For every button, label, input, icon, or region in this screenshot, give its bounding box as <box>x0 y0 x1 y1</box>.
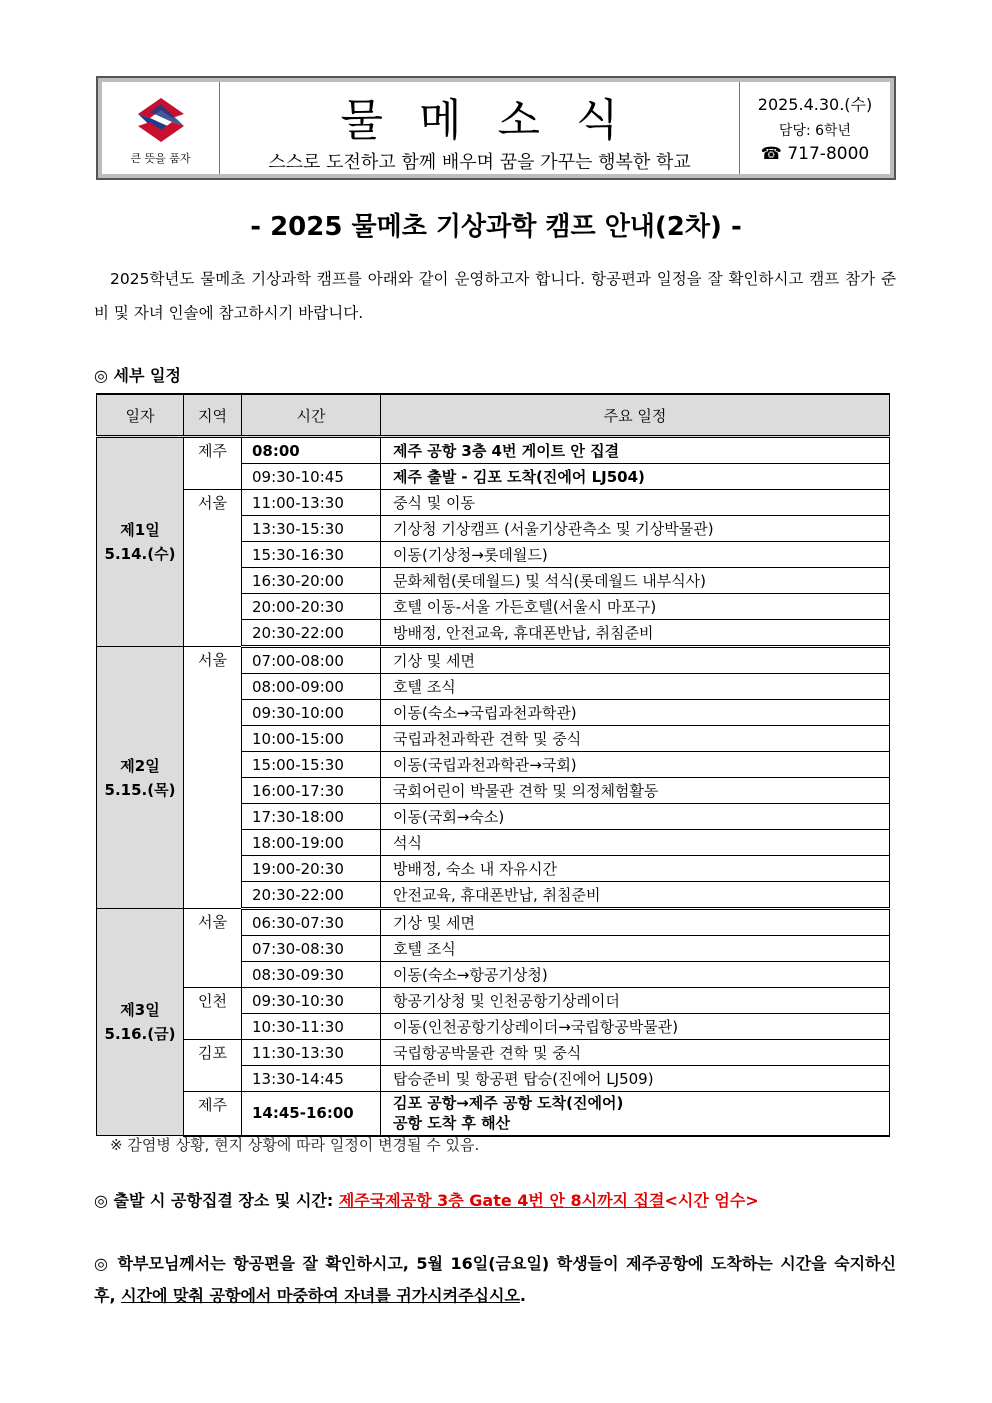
day-date: 5.14.(수) <box>104 545 176 563</box>
day-label: 제2일 <box>120 756 160 775</box>
desc-cell: 기상 및 세면 <box>381 647 890 674</box>
assembly-info <box>94 1188 759 1211</box>
desc-cell: 국립과천과학관 견학 및 중식 <box>381 726 890 752</box>
desc-cell: 이동(기상청→롯데월드) <box>381 542 890 568</box>
table-row <box>97 988 890 1014</box>
desc-cell: 방배정, 숙소 내 자유시간 <box>381 856 890 882</box>
parents-text-1: ◎ 학부모님께서는 항공편을 잘 확인하시고, 5월 16일(금요일) 학생들이 제주공항에 도착하는 시간을 숙지하신 후, <box>94 1254 896 1305</box>
table-row <box>97 647 890 674</box>
desc-cell: 이동(국회→숙소) <box>381 804 890 830</box>
desc-cell: 호텔 조식 <box>381 936 890 962</box>
newsletter-title: 물메소식 <box>340 95 655 146</box>
desc-cell: 제주 공항 3층 4번 게이트 안 집결 <box>381 437 890 464</box>
department: 담당: 6학년 <box>778 123 852 139</box>
time-cell: 20:30-22:00 <box>242 882 381 909</box>
header-date: 일자 <box>97 394 184 437</box>
school-motto: 스스로 도전하고 함께 배우며 꿈을 가꾸는 행복한 학교 <box>268 152 691 173</box>
time-cell: 17:30-18:00 <box>242 804 381 830</box>
time-cell: 19:00-20:30 <box>242 856 381 882</box>
region-cell: 제주 <box>184 1092 242 1136</box>
time-cell: 15:30-16:30 <box>242 542 381 568</box>
desc-cell: 국립항공박물관 견학 및 중식 <box>381 1040 890 1066</box>
time-cell: 09:30-10:30 <box>242 988 381 1014</box>
day-cell <box>97 437 184 647</box>
time-cell: 13:30-14:45 <box>242 1066 381 1092</box>
day-cell <box>97 909 184 1136</box>
logo-text: 큰 뜻을 품자 <box>130 152 191 165</box>
desc-cell: 이동(인천공항기상레이더→국립항공박물관) <box>381 1014 890 1040</box>
day-date: 5.15.(목) <box>104 780 176 799</box>
desc-cell: 탑승준비 및 항공편 탑승(진에어 LJ509) <box>381 1066 890 1092</box>
parents-text-3: . <box>519 1286 526 1305</box>
time-cell: 10:30-11:30 <box>242 1014 381 1040</box>
assembly-suffix: <시간 엄수> <box>664 1191 759 1210</box>
desc-cell: 기상청 기상캠프 (서울기상관측소 및 기상박물관) <box>381 516 890 542</box>
info-cell <box>740 82 890 174</box>
time-cell: 08:00 <box>242 437 381 464</box>
intro-paragraph: 2025학년도 물메초 기상과학 캠프를 아래와 같이 운영하고자 합니다. 항공편과 일정을 잘 확인하시고 캠프 참가 준비 및 자녀 인솔에 참고하시기 바랍니다. <box>94 270 896 322</box>
title-cell <box>220 82 740 174</box>
table-row <box>97 1092 890 1136</box>
time-cell: 09:30-10:00 <box>242 700 381 726</box>
table-row <box>97 437 890 464</box>
time-cell: 14:45-16:00 <box>242 1092 381 1136</box>
time-cell: 09:30-10:45 <box>242 464 381 490</box>
schedule-table <box>96 393 890 1137</box>
table-row <box>97 909 890 936</box>
issue-date: 2025.4.30.(수) <box>757 95 873 114</box>
desc-line-2: 공항 도착 후 해산 <box>393 1114 511 1133</box>
header-schedule: 주요 일정 <box>381 394 890 437</box>
logo-cell <box>102 82 220 174</box>
table-header-row <box>97 394 890 437</box>
desc-cell: 이동(국립과천과학관→국회) <box>381 752 890 778</box>
time-cell: 20:00-20:30 <box>242 594 381 620</box>
school-logo-icon <box>132 94 190 146</box>
desc-cell: 중식 및 이동 <box>381 490 890 516</box>
time-cell: 18:00-19:00 <box>242 830 381 856</box>
assembly-value: 제주국제공항 3층 Gate 4번 안 8시까지 집결 <box>338 1191 665 1210</box>
section-heading: ◎ 세부 일정 <box>94 366 181 385</box>
desc-cell: 항공기상청 및 인천공항기상레이더 <box>381 988 890 1014</box>
time-cell: 07:30-08:30 <box>242 936 381 962</box>
desc-cell: 제주 출발 - 김포 도착(진에어 LJ504) <box>381 464 890 490</box>
desc-cell: 호텔 이동-서울 가든호텔(서울시 마포구) <box>381 594 890 620</box>
region-cell: 서울 <box>184 647 242 909</box>
desc-cell: 석식 <box>381 830 890 856</box>
assembly-label: ◎ 출발 시 공항집결 장소 및 시간: <box>94 1191 339 1210</box>
time-cell: 16:30-20:00 <box>242 568 381 594</box>
day-cell <box>97 647 184 909</box>
time-cell: 16:00-17:30 <box>242 778 381 804</box>
header-time: 시간 <box>242 394 381 437</box>
desc-cell: 방배정, 안전교육, 휴대폰반납, 취침준비 <box>381 620 890 647</box>
parents-text-2: 시간에 맞춰 공항에서 마중하여 자녀를 귀가시켜주십시오 <box>121 1286 520 1305</box>
region-cell: 제주 <box>184 437 242 490</box>
table-row <box>97 490 890 516</box>
day-date: 5.16.(금) <box>104 1025 176 1043</box>
day-label: 제1일 <box>120 521 160 539</box>
desc-cell: 국회어린이 박물관 견학 및 의정체험활동 <box>381 778 890 804</box>
time-cell: 07:00-08:00 <box>242 647 381 674</box>
time-cell: 11:00-13:30 <box>242 490 381 516</box>
time-cell: 06:30-07:30 <box>242 909 381 936</box>
desc-line-1: 김포 공항→제주 공항 도착(진에어) <box>393 1094 624 1113</box>
desc-cell: 이동(숙소→국립과천과학관) <box>381 700 890 726</box>
region-cell: 인천 <box>184 988 242 1040</box>
time-cell: 15:00-15:30 <box>242 752 381 778</box>
region-cell: 서울 <box>184 490 242 647</box>
schedule-note: ※ 감염병 상황, 현지 상황에 따라 일정이 변경될 수 있음. <box>110 1136 480 1154</box>
time-cell: 08:00-09:00 <box>242 674 381 700</box>
parents-notice <box>94 1248 896 1312</box>
time-cell: 08:30-09:30 <box>242 962 381 988</box>
desc-cell <box>381 1092 890 1136</box>
time-cell: 20:30-22:00 <box>242 620 381 647</box>
desc-cell: 안전교육, 휴대폰반납, 취침준비 <box>381 882 890 909</box>
time-cell: 13:30-15:30 <box>242 516 381 542</box>
time-cell: 11:30-13:30 <box>242 1040 381 1066</box>
day-label: 제3일 <box>120 1001 160 1019</box>
desc-cell: 이동(숙소→항공기상청) <box>381 962 890 988</box>
region-cell: 서울 <box>184 909 242 988</box>
desc-cell: 호텔 조식 <box>381 674 890 700</box>
phone-number: ☎ 717-8000 <box>760 144 870 164</box>
newsletter-header <box>96 76 896 180</box>
desc-cell: 문화체험(롯데월드) 및 석식(롯데월드 내부식사) <box>381 568 890 594</box>
region-cell: 김포 <box>184 1040 242 1092</box>
header-region: 지역 <box>184 394 242 437</box>
table-row <box>97 1040 890 1066</box>
time-cell: 10:00-15:00 <box>242 726 381 752</box>
desc-cell: 기상 및 세면 <box>381 909 890 936</box>
page-title: - 2025 물메초 기상과학 캠프 안내(2차) - <box>250 212 742 242</box>
